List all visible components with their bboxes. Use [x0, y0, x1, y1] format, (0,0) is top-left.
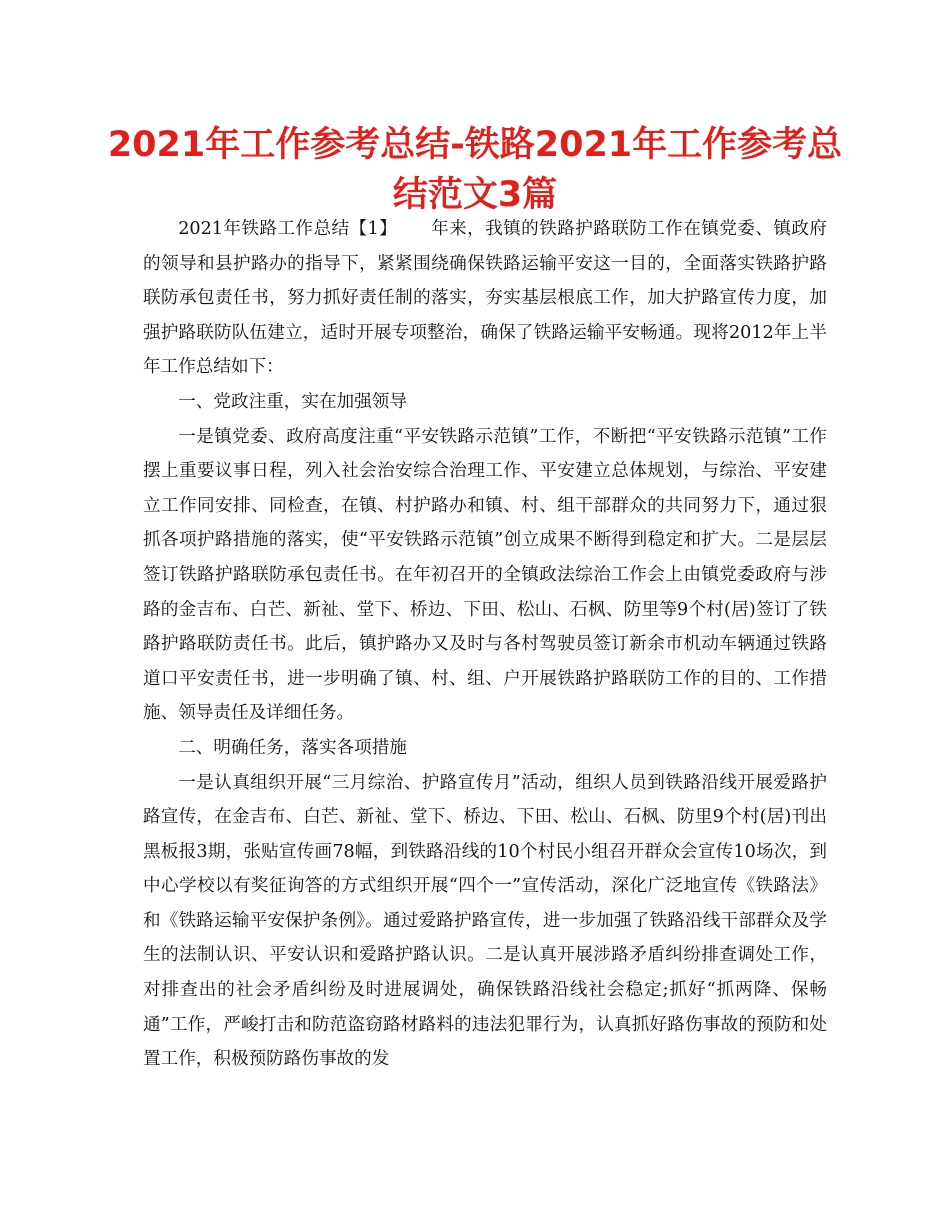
paragraph-section-2: 一是认真组织开展“三月综治、护路宣传月”活动，组织人员到铁路沿线开展爱路护路宣传，在金吉布、白芒、新祉、堂下、桥边、下田、松山、石枫、防里9个村(居)刊出黑板报3期，张贴宣传画78幅，到铁路沿线的10个村民小组召开群众会宣传10场次，到中心学校以有奖征询答的方式组织开展“四个一”宣传活动，深化广泛地宣传《铁路法》和《铁路运输平安保护条例》。通过爱路护路宣传，进一步加强了铁路沿线干部群众及学生的法制认识、平安认识和爱路护路认识。二是认真开展涉路矛盾纠纷排查调处工作，对排查出的社会矛盾纠纷及时进展调处，确保铁路沿线社会稳定;抓好“抓两降、保畅通”工作，严峻打击和防范盗窃路材路料的违法犯罪行为，认真抓好路伤事故的预防和处置工作，积极预防路伤事故的发 — [143, 772, 828, 1070]
heading-section-1: 一、党政注重，实在加强领导 — [178, 391, 407, 412]
document-title-line-1: 2021年工作参考总结-铁路2021年工作参考总 — [107, 125, 843, 165]
document-body — [143, 212, 827, 1077]
section-label: 2021年铁路工作总结【1】 — [178, 219, 398, 239]
document-title-line-2: 结范文3篇 — [392, 175, 558, 215]
paragraph-section-1: 一是镇党委、政府高度注重“平安铁路示范镇”工作，不断把“平安铁路示范镇”工作摆上重要议事日程，列入社会治安综合治理工作、平安建立总体规划，与综治、平安建立工作同安排、同检查，在镇、村护路办和镇、村、组干部群众的共同努力下，通过狠抓各项护路措施的落实，使“平安铁路示范镇”创立成果不断得到稳定和扩大。二是层层签订铁路护路联防承包责任书。在年初召开的全镇政法综治工作会上由镇党委政府与涉路的金吉布、白芒、新祉、堂下、桥边、下田、松山、石枫、防里等9个村(居)签订了铁路护路联防责任书。此后，镇护路办又及时与各村驾驶员签订新余市机动车辆通过铁路道口平安责任书，进一步明确了镇、村、组、户开展铁路护路联防工作的目的、工作措施、领导责任及详细任务。 — [143, 426, 827, 724]
paragraph-intro — [143, 212, 827, 385]
heading-section-2: 二、明确任务，落实各项措施 — [178, 737, 407, 758]
paragraph-intro-text: 年来，我镇的铁路护路联防工作在镇党委、镇政府的领导和县护路办的指导下，紧紧围绕确保铁路运输平安这一目的，全面落实铁路护路联防承包责任书，努力抓好责任制的落实，夯实基层根底工作，加大护路宣传力度，加强护路联防队伍建立，适时开展专项整治，确保了铁路运输平安畅通。现将2012年上半年工作总结如下： — [143, 219, 827, 378]
